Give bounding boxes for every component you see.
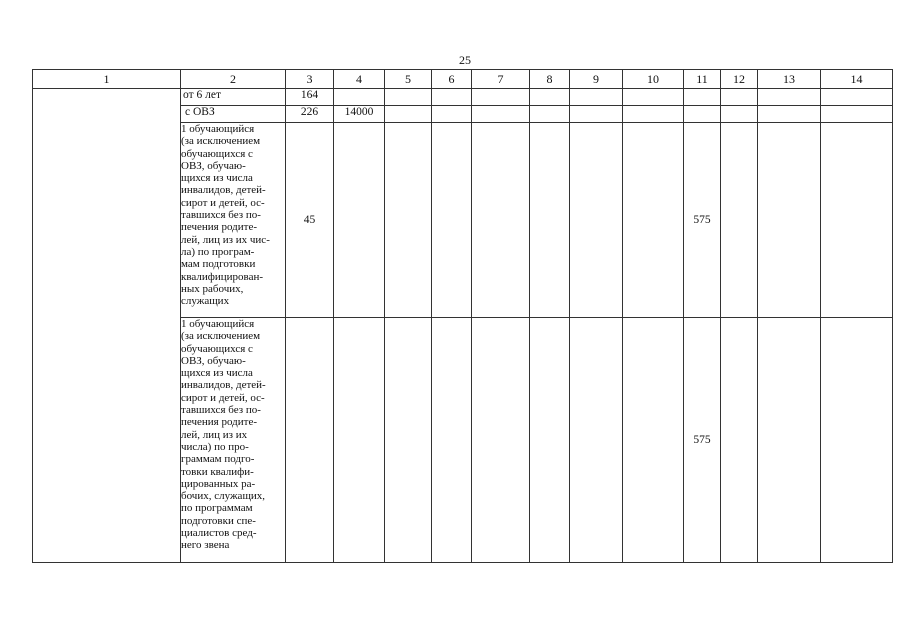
header-cell: 11 <box>684 70 721 89</box>
table-cell <box>286 318 334 563</box>
header-cell: 5 <box>385 70 432 89</box>
col1-merged-cell <box>33 89 181 563</box>
description-line: него звена <box>181 539 230 552</box>
header-cell: 13 <box>758 70 821 89</box>
header-cell: 8 <box>530 70 570 89</box>
description-line: числа) по про- <box>181 440 249 453</box>
table-cell: 575 <box>684 123 721 318</box>
description-line: циалистов сред- <box>181 527 257 540</box>
description-line: инвалидов, детей- <box>181 184 266 197</box>
description-line: лей, лиц из их чис- <box>181 233 270 246</box>
table-cell <box>530 123 570 318</box>
table-cell <box>570 318 623 563</box>
header-cell: 7 <box>472 70 530 89</box>
table-cell <box>570 89 623 106</box>
table-row <box>33 89 893 106</box>
description-line: квалифицирован- <box>181 270 264 283</box>
description-line: служащих <box>181 295 230 308</box>
table-cell <box>623 123 684 318</box>
table-cell <box>821 89 893 106</box>
table-cell <box>385 318 432 563</box>
table-cell <box>432 106 472 123</box>
table-cell <box>721 106 758 123</box>
table-header <box>33 70 893 89</box>
description-line: 1 обучающийся <box>181 318 255 330</box>
header-cell: 14 <box>821 70 893 89</box>
table-cell <box>721 318 758 563</box>
table-cell <box>684 89 721 106</box>
table-cell <box>385 89 432 106</box>
table-cell: 575 <box>684 318 721 563</box>
table-cell <box>334 318 385 563</box>
table-cell <box>623 318 684 563</box>
header-cell: 1 <box>33 70 181 89</box>
description-line: щихся из числа <box>181 367 253 380</box>
table-cell <box>530 89 570 106</box>
description-line: обучающихся с <box>181 147 253 160</box>
row-description <box>181 318 286 563</box>
description-line: обучающихся с <box>181 342 253 355</box>
table-cell <box>334 89 385 106</box>
description-line: граммам подго- <box>181 453 255 466</box>
description-line: по программам <box>181 502 253 515</box>
table-cell <box>821 318 893 563</box>
table-cell <box>472 318 530 563</box>
header-cell: 6 <box>432 70 472 89</box>
table-cell <box>530 318 570 563</box>
description-line: тавшихся без по- <box>181 209 261 222</box>
table-cell: 164 <box>286 89 334 106</box>
table-cell <box>472 123 530 318</box>
description-line: тавшихся без по- <box>181 404 261 417</box>
header-cell: 10 <box>623 70 684 89</box>
header-cell: 2 <box>181 70 286 89</box>
description-line: подготовки спе- <box>181 514 256 527</box>
table-cell <box>432 89 472 106</box>
description-line: ла) по програм- <box>181 245 255 258</box>
header-row <box>33 70 893 89</box>
table-cell <box>472 106 530 123</box>
description-line: печения родите- <box>181 221 258 234</box>
table-cell <box>623 89 684 106</box>
table-cell <box>334 123 385 318</box>
description-line: щихся из числа <box>181 172 253 185</box>
table-cell <box>472 89 530 106</box>
description-line: товки квалифи- <box>181 465 254 478</box>
description-line: цированных ра- <box>181 477 256 490</box>
header-cell: 12 <box>721 70 758 89</box>
header-cell: 4 <box>334 70 385 89</box>
header-cell: 3 <box>286 70 334 89</box>
table-cell: 14000 <box>334 106 385 123</box>
description-line: лей, лиц из их <box>181 428 248 441</box>
description-line: 1 обучающийся <box>181 123 255 135</box>
table-cell: 226 <box>286 106 334 123</box>
description-line: ОВЗ, обучаю- <box>181 159 246 172</box>
table-cell <box>570 123 623 318</box>
description-line: мам подготовки <box>181 258 256 271</box>
table-cell <box>684 106 721 123</box>
table-cell <box>385 106 432 123</box>
description-line: печения родите- <box>181 416 258 429</box>
description-line: ных рабочих, <box>181 282 244 295</box>
table-cell <box>758 89 821 106</box>
table-cell <box>821 106 893 123</box>
row-label: с ОВЗ <box>181 106 286 123</box>
table-cell <box>530 106 570 123</box>
table-cell <box>721 89 758 106</box>
table-cell <box>432 318 472 563</box>
table-cell <box>721 123 758 318</box>
description-line: бочих, служащих, <box>181 490 266 503</box>
table-cell <box>570 106 623 123</box>
table-cell <box>758 318 821 563</box>
data-table <box>32 69 893 563</box>
row-label: от 6 лет <box>181 89 286 106</box>
table-cell <box>432 123 472 318</box>
table-cell <box>758 123 821 318</box>
header-cell: 9 <box>570 70 623 89</box>
table-cell <box>385 123 432 318</box>
description-line: (за исключением <box>181 330 261 343</box>
description-line: сирот и детей, ос- <box>181 391 265 404</box>
description-line: инвалидов, детей- <box>181 379 266 392</box>
row-description <box>181 123 286 318</box>
table-cell <box>758 106 821 123</box>
description-line: (за исключением <box>181 135 261 148</box>
page-number: 25 <box>459 53 471 67</box>
table-cell <box>821 123 893 318</box>
description-line: ОВЗ, обучаю- <box>181 354 246 367</box>
table-cell <box>623 106 684 123</box>
table-cell: 45 <box>286 123 334 318</box>
description-line: сирот и детей, ос- <box>181 196 265 209</box>
